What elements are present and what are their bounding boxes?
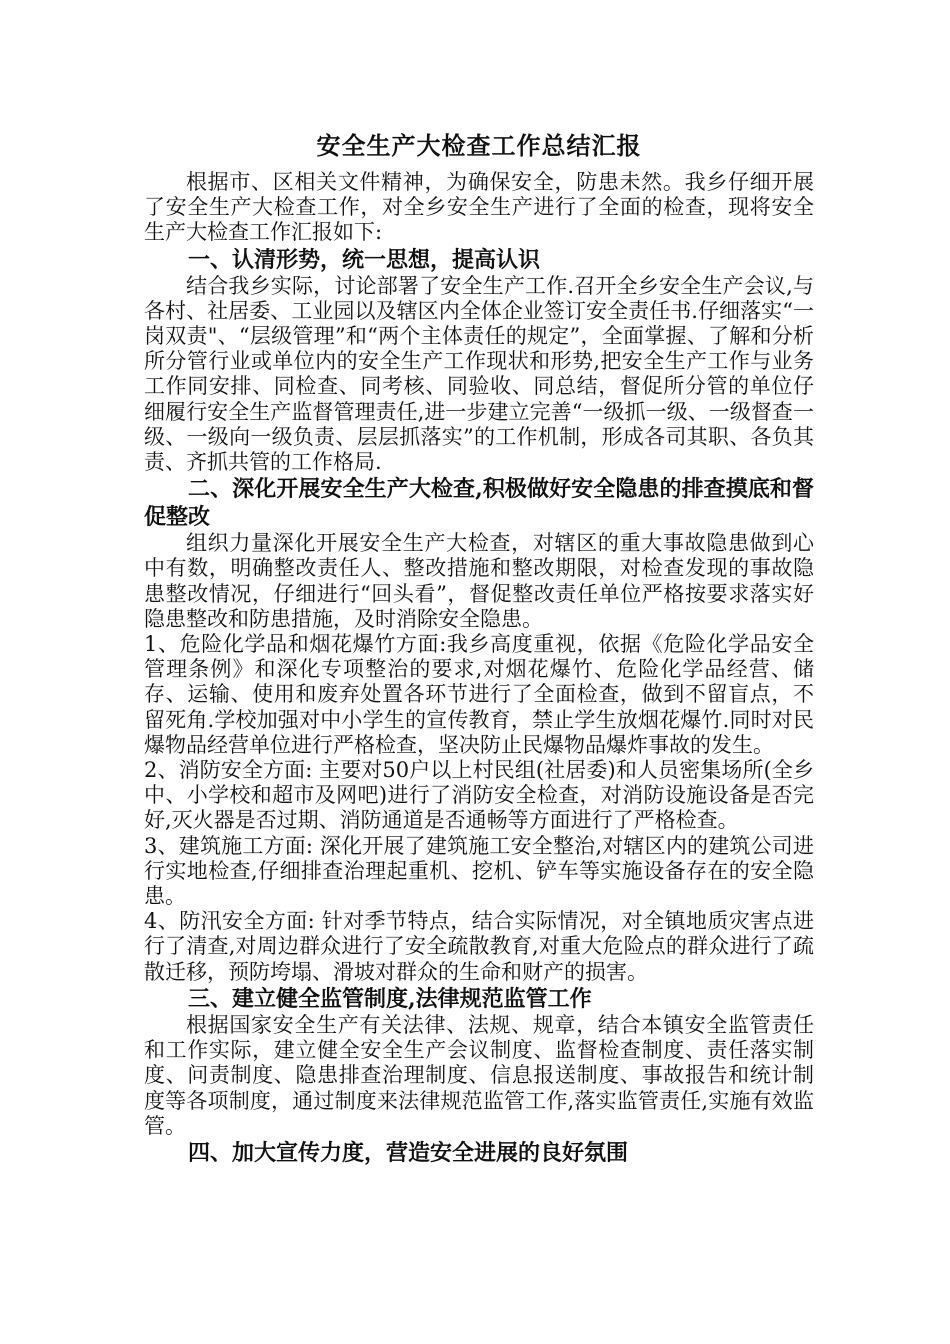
section-2-item-4: 4、防汛安全方面: 针对季节特点，结合实际情况，对全镇地质灾害点进行了清查,对周边群众进行了安全疏散教育,对重大危险点的群众进行了疏散迁移，预防垮塌、滑坡对群众的生命和财产的损害。	[144, 909, 814, 984]
section-4-heading: 四、加大宣传力度，营造安全进展的良好氛围	[188, 1139, 629, 1166]
section-3-body: 根据国家安全生产有关法律、法规、规章，结合本镇安全监管责任和工作实际，建立健全安全生产会议制度、监督检查制度、责任落实制度、问责制度、隐患排查治理制度、信息报送制度、事故报告和统计制度等各项制度，通过制度来法律规范监管工作,落实监管责任,实施有效监管。	[144, 1012, 814, 1138]
section-3-heading: 三、建立健全监管制度,法律规范监管工作	[188, 985, 592, 1012]
section-2-heading: 二、深化开展安全生产大检查,积极做好安全隐患的排查摸底和督促整改	[144, 476, 814, 531]
section-2-body: 组织力量深化开展安全生产大检查，对辖区的重大事故隐患做到心中有数，明确整改责任人、整改措施和整改期限，对检查发现的事故隐患整改情况，仔细进行“回头看”，督促整改责任单位严格按要求落实好隐患整改和防患措施，及时消除安全隐患。	[144, 531, 814, 631]
section-1-body: 结合我乡实际，讨论部署了安全生产工作.召开全乡安全生产会议,与各村、社居委、工业园以及辖区内全体企业签订安全责任书.仔细落实“一岗双责"、“层级管理”和“两个主体责任的规定”，全面掌握、了解和分析所分管行业或单位内的安全生产工作现状和形势,把安全生产工作与业务工作同安排、同检查、同考核、同验收、同总结，督促所分管的单位仔细履行安全生产监督管理责任,进一步建立完善“一级抓一级、一级督查一级、一级向一级负责、层层抓落实”的工作机制，形成各司其职、各负其责、齐抓共管的工作格局.	[144, 273, 814, 475]
section-2-item-2: 2、消防安全方面: 主要对50户以上村民组(社居委)和人员密集场所(全乡中、小学校和超市及网吧)进行了消防安全检查，对消防设施设备是否完好,灭火器是否过期、消防通道是否通畅等方面进行了严格检查。	[144, 758, 814, 833]
section-2-item-3: 3、建筑施工方面: 深化开展了建筑施工安全整治,对辖区内的建筑公司进行实地检查,仔细排查治理起重机、挖机、铲车等实施设备存在的安全隐患。	[144, 833, 814, 909]
intro-paragraph: 根据市、区相关文件精神，为确保安全，防患未然。我乡仔细开展了安全生产大检查工作，对全乡安全生产进行了全面的检查，现将安全生产大检查工作汇报如下:	[144, 170, 814, 245]
section-1-heading: 一、认清形势，统一思想，提高认识	[188, 246, 541, 273]
document-title: 安全生产大检查工作总结汇报	[316, 131, 642, 160]
section-2-item-1: 1、危险化学品和烟花爆竹方面:我乡高度重视，依据《危险化学品安全管理条例》和深化专项整治的要求,对烟花爆竹、危险化学品经营、储存、运输、使用和废弃处置各环节进行了全面检查，做到不留盲点，不留死角.学校加强对中小学生的宣传教育，禁止学生放烟花爆竹.同时对民爆物品经营单位进行严格检查，坚决防止民爆物品爆炸事故的发生。	[144, 632, 814, 757]
